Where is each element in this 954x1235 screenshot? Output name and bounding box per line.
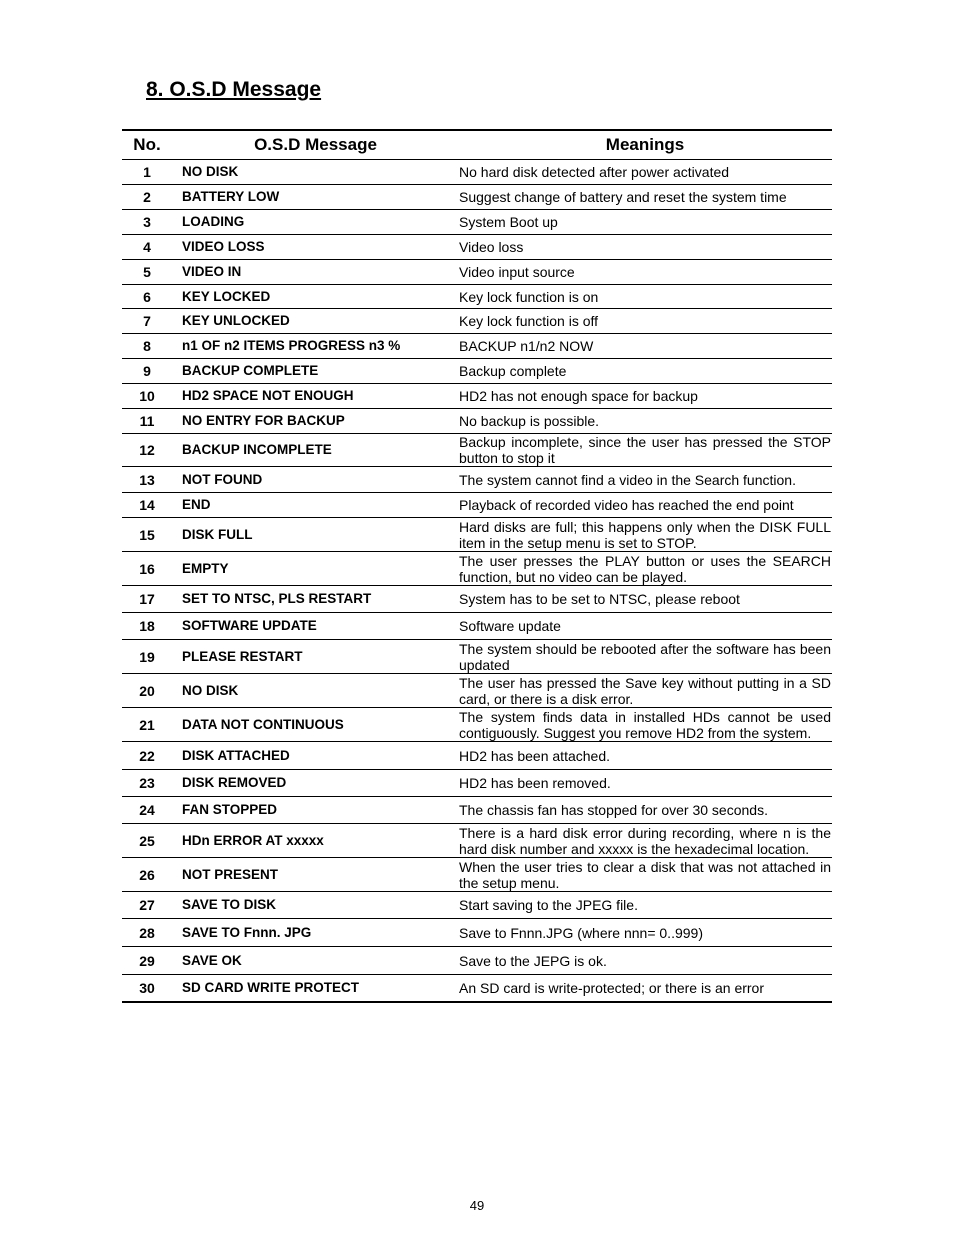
message-meaning: The user presses the PLAY button or uses the SEARCH function, but no video can be played. — [459, 552, 831, 585]
message-meaning: Save to the JEPG is ok. — [459, 947, 832, 975]
row-number: 30 — [122, 975, 172, 1002]
osd-message: VIDEO LOSS — [172, 235, 459, 260]
row-number: 22 — [122, 742, 172, 770]
osd-message: VIDEO IN — [172, 260, 459, 285]
table-row — [122, 210, 832, 235]
row-number: 9 — [122, 359, 172, 384]
osd-message: END — [172, 493, 459, 518]
row-number: 27 — [122, 892, 172, 919]
message-meaning: The system cannot find a video in the Search function. — [459, 467, 832, 493]
table-row — [122, 384, 832, 409]
header-meanings: Meanings — [459, 130, 832, 160]
table-row — [122, 708, 832, 742]
osd-message: BATTERY LOW — [172, 185, 459, 210]
osd-message: EMPTY — [172, 552, 459, 586]
osd-message: PLEASE RESTART — [172, 640, 459, 674]
message-meaning: System Boot up — [459, 210, 832, 235]
osd-message: NO DISK — [172, 674, 459, 708]
message-meaning: No backup is possible. — [459, 409, 832, 434]
message-meaning: Backup incomplete, since the user has pressed the STOP button to stop it — [459, 434, 831, 466]
table-row — [122, 185, 832, 210]
message-meaning: The system finds data in installed HDs cannot be used contiguously. Suggest you remove HD2 from the system. — [459, 708, 831, 741]
page-title: 8. O.S.D Message — [146, 78, 322, 101]
row-number: 6 — [122, 285, 172, 309]
osd-message: DISK ATTACHED — [172, 742, 459, 770]
message-meaning: Video loss — [459, 235, 832, 260]
table-row — [122, 858, 832, 892]
message-meaning: No hard disk detected after power activated — [459, 160, 832, 185]
osd-message: SET TO NTSC, PLS RESTART — [172, 586, 459, 613]
table-row — [122, 613, 832, 640]
osd-message: KEY LOCKED — [172, 285, 459, 309]
osd-message: SAVE TO Fnnn. JPG — [172, 919, 459, 947]
row-number: 5 — [122, 260, 172, 285]
message-meaning: An SD card is write-protected; or there is an error — [459, 975, 832, 1002]
row-number: 13 — [122, 467, 172, 493]
message-meaning: The system should be rebooted after the software has been updated — [459, 640, 831, 673]
row-number: 11 — [122, 409, 172, 434]
row-number: 29 — [122, 947, 172, 975]
row-number: 10 — [122, 384, 172, 409]
page-number: 49 — [469, 1198, 485, 1213]
table-row — [122, 493, 832, 518]
table-row — [122, 674, 832, 708]
row-number: 7 — [122, 309, 172, 334]
table-row — [122, 742, 832, 770]
osd-message: SAVE TO DISK — [172, 892, 459, 919]
osd-message: n1 OF n2 ITEMS PROGRESS n3 % — [172, 334, 459, 359]
row-number: 3 — [122, 210, 172, 235]
table-row — [122, 309, 832, 334]
message-meaning: Playback of recorded video has reached the end point — [459, 493, 832, 518]
table-row — [122, 770, 832, 797]
row-number: 16 — [122, 552, 172, 586]
row-number: 21 — [122, 708, 172, 742]
header-osd-message: O.S.D Message — [172, 130, 459, 160]
osd-message: HDn ERROR AT xxxxx — [172, 824, 459, 858]
row-number: 23 — [122, 770, 172, 797]
osd-message: SAVE OK — [172, 947, 459, 975]
message-meaning: Save to Fnnn.JPG (where nnn= 0..999) — [459, 919, 832, 947]
message-meaning: The chassis fan has stopped for over 30 seconds. — [459, 797, 832, 824]
osd-message: NO ENTRY FOR BACKUP — [172, 409, 459, 434]
table-row — [122, 919, 832, 947]
message-meaning: Key lock function is on — [459, 285, 832, 309]
table-row — [122, 892, 832, 919]
table-row — [122, 797, 832, 824]
table-row — [122, 160, 832, 185]
message-meaning: There is a hard disk error during recording, where n is the hard disk number and xxxxx is the hexadecimal location. — [459, 824, 831, 857]
table-row — [122, 285, 832, 309]
row-number: 4 — [122, 235, 172, 260]
table-row — [122, 824, 832, 858]
osd-message: DISK REMOVED — [172, 770, 459, 797]
row-number: 25 — [122, 824, 172, 858]
row-number: 14 — [122, 493, 172, 518]
osd-message: DISK FULL — [172, 518, 459, 552]
message-meaning: HD2 has been attached. — [459, 742, 832, 770]
message-meaning: The user has pressed the Save key without putting in a SD card, or there is a disk error. — [459, 674, 831, 707]
header-no: No. — [122, 130, 172, 160]
message-meaning: Suggest change of battery and reset the system time — [459, 185, 832, 210]
table-row — [122, 552, 832, 586]
row-number: 8 — [122, 334, 172, 359]
message-meaning: BACKUP n1/n2 NOW — [459, 334, 832, 359]
message-meaning: Software update — [459, 613, 832, 640]
message-meaning: Hard disks are full; this happens only when the DISK FULL item in the setup menu is set to STOP. — [459, 518, 831, 551]
row-number: 24 — [122, 797, 172, 824]
osd-message: BACKUP COMPLETE — [172, 359, 459, 384]
osd-message: FAN STOPPED — [172, 797, 459, 824]
row-number: 17 — [122, 586, 172, 613]
table-body — [122, 160, 832, 1002]
row-number: 2 — [122, 185, 172, 210]
row-number: 20 — [122, 674, 172, 708]
table-row — [122, 640, 832, 674]
message-meaning: Video input source — [459, 260, 832, 285]
table-row — [122, 467, 832, 493]
osd-message: BACKUP INCOMPLETE — [172, 434, 459, 467]
row-number: 19 — [122, 640, 172, 674]
table-row — [122, 359, 832, 384]
table-row — [122, 518, 832, 552]
table-row — [122, 235, 832, 260]
osd-message: SD CARD WRITE PROTECT — [172, 975, 459, 1002]
message-meaning: Key lock function is off — [459, 309, 832, 334]
row-number: 12 — [122, 434, 172, 467]
row-number: 1 — [122, 160, 172, 185]
table-row — [122, 409, 832, 434]
osd-message: SOFTWARE UPDATE — [172, 613, 459, 640]
table-header-row — [122, 130, 832, 160]
message-meaning: HD2 has not enough space for backup — [459, 384, 832, 409]
table-row — [122, 586, 832, 613]
row-number: 26 — [122, 858, 172, 892]
row-number: 15 — [122, 518, 172, 552]
table-row — [122, 260, 832, 285]
osd-message: NOT PRESENT — [172, 858, 459, 892]
table-row — [122, 334, 832, 359]
table-row — [122, 947, 832, 975]
table-row — [122, 434, 832, 467]
osd-message: LOADING — [172, 210, 459, 235]
message-meaning: Backup complete — [459, 359, 832, 384]
osd-message: KEY UNLOCKED — [172, 309, 459, 334]
osd-message: NO DISK — [172, 160, 459, 185]
message-meaning: When the user tries to clear a disk that was not attached in the setup menu. — [459, 858, 831, 891]
row-number: 28 — [122, 919, 172, 947]
message-meaning: System has to be set to NTSC, please reboot — [459, 586, 832, 613]
osd-message: DATA NOT CONTINUOUS — [172, 708, 459, 742]
row-number: 18 — [122, 613, 172, 640]
table-row — [122, 975, 832, 1002]
osd-message: NOT FOUND — [172, 467, 459, 493]
osd-message-table — [122, 129, 832, 1003]
osd-message: HD2 SPACE NOT ENOUGH — [172, 384, 459, 409]
message-meaning: HD2 has been removed. — [459, 770, 832, 797]
message-meaning: Start saving to the JPEG file. — [459, 892, 832, 919]
